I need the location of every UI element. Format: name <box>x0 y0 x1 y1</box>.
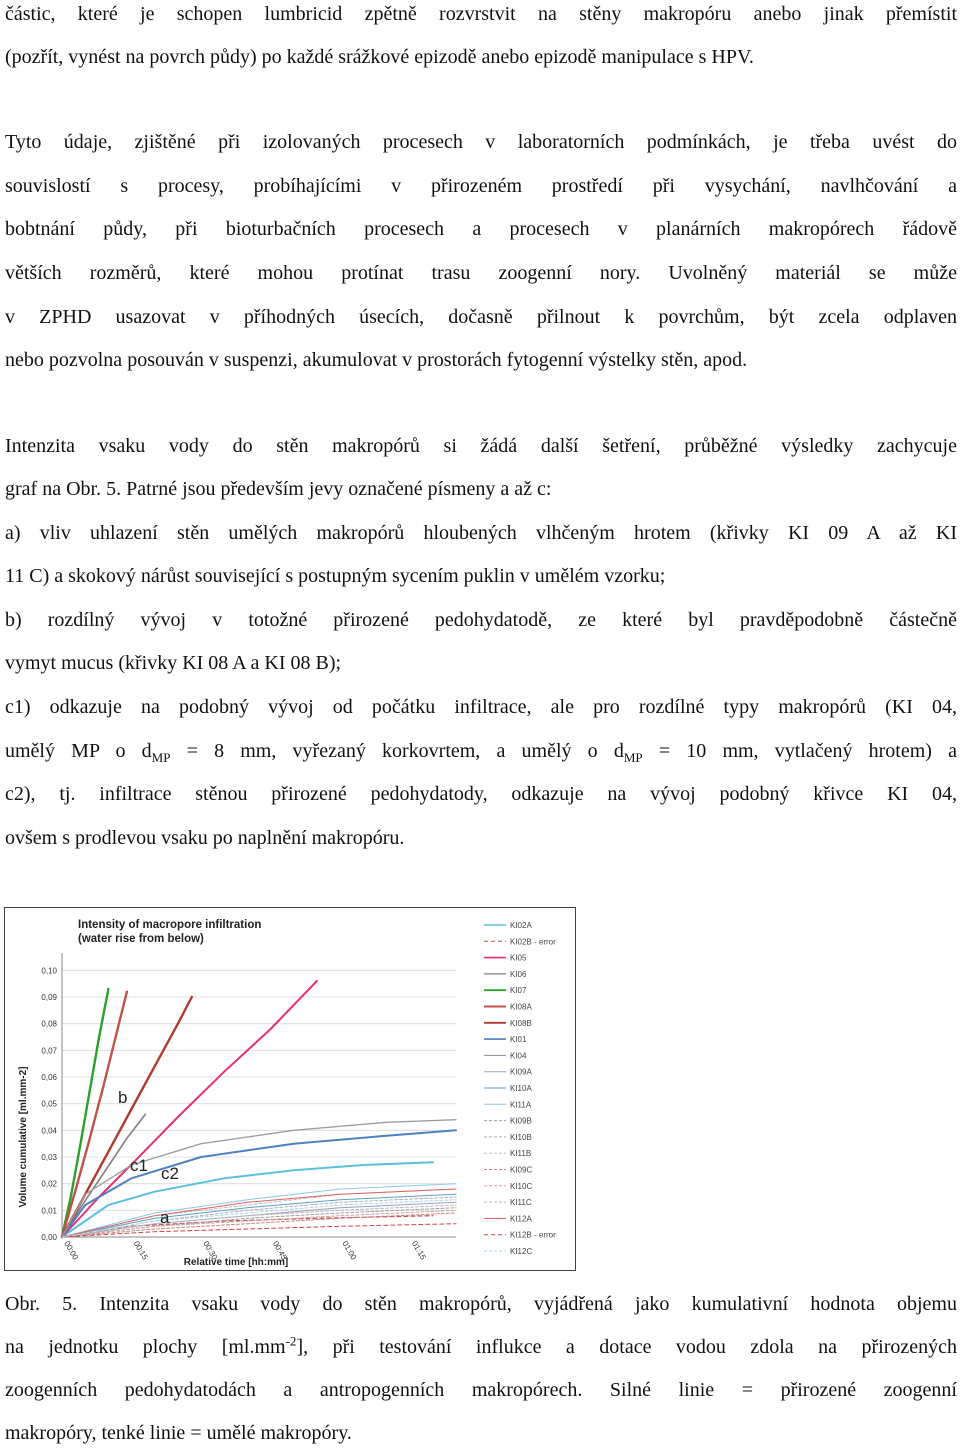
x-tick-label: 00:15 <box>131 1239 150 1262</box>
legend-label: KI08B <box>510 1018 532 1028</box>
text-line: (pozřít, vynést na povrch půdy) po každé srážkové epizodě anebo epizodě manipulace s HPV. <box>5 46 754 68</box>
legend-label: KI02B - error <box>510 937 556 947</box>
text-line: b) rozdílný vývoj v totožné přirozené pedohydatodě, ze které byl pravděpodobně částečně <box>5 609 957 631</box>
subscript: MP <box>623 750 643 765</box>
text-line: c1) odkazuje na podobný vývoj od počátku infiltrace, ale pro rozdílné typy makropórů (KI 04, <box>5 696 957 718</box>
legend-label: KI04 <box>510 1051 527 1061</box>
legend-label: KI12C <box>510 1247 533 1256</box>
text-line: souvislostí s procesy, probíhajícími v přirozeném prostředí při vysychání, navlhčování a <box>5 175 957 197</box>
legend-label: KI02A <box>510 921 532 930</box>
y-tick-label: 0,05 <box>41 1099 57 1109</box>
legend-label: KI12B - error <box>510 1230 556 1240</box>
text-fragment: = 10 mm, vytlačený hrotem) a <box>642 740 957 762</box>
y-tick-label: 0,10 <box>41 966 57 976</box>
chart-title: Intensity of macropore infiltration <box>78 919 262 931</box>
text-line: graf na Obr. 5. Patrné jsou především jevy označené písmeny a až c: <box>5 478 552 500</box>
y-tick-label: 0,03 <box>41 1153 57 1162</box>
subscript: MP <box>151 750 171 765</box>
text-line: Tyto údaje, zjištěné při izolovaných procesech v laboratorních podmínkách, je třeba uvést do <box>5 131 957 153</box>
legend-label: KI11B <box>510 1149 532 1159</box>
text-line: vymyt mucus (křivky KI 08 A a KI 08 B); <box>5 652 342 674</box>
y-tick-label: 0,08 <box>41 1019 57 1029</box>
y-tick-label: 0,00 <box>41 1233 57 1242</box>
text-line: ovšem s prodlevou vsaku po naplnění makropóru. <box>5 827 405 849</box>
text-line: částic, které je schopen lumbricid zpětně rozvrstvit na stěny makropóru anebo jinak přemístit <box>5 3 957 25</box>
y-axis-label: Volume cumulative [ml.mm-2] <box>18 1066 29 1208</box>
y-tick-label: 0,02 <box>41 1179 57 1189</box>
legend-label: KI10C <box>510 1181 533 1191</box>
x-tick-label: 00:30 <box>201 1239 220 1262</box>
text-line <box>5 1333 957 1361</box>
legend-label: KI09B <box>510 1116 532 1126</box>
chart-subtitle: (water rise from below) <box>78 933 204 945</box>
text-line: Intenzita vsaku vody do stěn makropórů si žádá další šetření, průběžné výsledky zachycuje <box>5 435 957 457</box>
annotation-c1: c1 <box>130 1156 148 1175</box>
text-line: zoogenních pedohydatodách a antropogenních makropórech. Silné linie = přirozené zoogenní <box>5 1379 957 1401</box>
x-tick-label: 01:00 <box>340 1239 359 1262</box>
legend-label: KI06 <box>510 969 527 979</box>
text-line: c2), tj. infiltrace stěnou přirozené pedohydatody, odkazuje na vývoj podobný křivce KI 04, <box>5 783 957 805</box>
legend-label: KI05 <box>510 953 527 963</box>
x-tick-label: 00:00 <box>62 1239 81 1262</box>
x-tick-label: 01:15 <box>409 1239 428 1262</box>
text-line: nebo pozvolna posouván v suspenzi, akumulovat v prostorách fytogenní výstelky stěn, apod. <box>5 349 748 371</box>
legend-label: KI11A <box>510 1100 532 1110</box>
text-fragment: umělý MP o d <box>5 740 152 762</box>
y-tick-label: 0,07 <box>41 1046 57 1056</box>
annotation-a: a <box>160 1208 170 1227</box>
legend-label: KI09A <box>510 1067 532 1077</box>
legend-label: KI10B <box>510 1132 532 1142</box>
y-tick-label: 0,06 <box>41 1073 57 1082</box>
y-tick-label: 0,04 <box>41 1126 57 1136</box>
text-fragment: ], při testování influkce a dotace vodou zdola na přirozených <box>296 1336 958 1358</box>
text-line: a) vliv uhlazení stěn umělých makropórů hloubených vlhčeným hrotem (křivky KI 09 A až KI <box>5 522 957 544</box>
annotation-b: b <box>118 1088 128 1107</box>
superscript: -2 <box>285 1333 297 1349</box>
legend-label: KI07 <box>510 986 527 996</box>
text-line: větších rozměrů, které mohou protínat trasu zoogenní nory. Uvolněný materiál se může <box>5 262 957 284</box>
legend-label: KI08A <box>510 1002 532 1012</box>
legend-label: KI12A <box>510 1214 532 1224</box>
text-line: Obr. 5. Intenzita vsaku vody do stěn makropórů, vyjádřená jako kumulativní hodnota objemu <box>5 1293 957 1315</box>
annotation-c2: c2 <box>161 1164 179 1183</box>
text-line <box>5 737 957 765</box>
x-tick-label: 00:45 <box>270 1239 289 1262</box>
text-line: bobtnání půdy, při bioturbačních procesech a procesech v planárních makropórech řádově <box>5 218 957 240</box>
legend-label: KI11C <box>510 1198 532 1208</box>
y-tick-label: 0,09 <box>41 993 57 1002</box>
y-tick-label: 0,01 <box>41 1206 57 1216</box>
text-fragment: = 8 mm, vyřezaný korkovrtem, a umělý o d <box>170 740 624 762</box>
infiltration-chart <box>4 907 576 1271</box>
legend-label: KI10A <box>510 1084 532 1093</box>
legend-label: KI01 <box>510 1035 527 1045</box>
text-fragment: na jednotku plochy [ml.mm <box>5 1336 286 1358</box>
text-line: 11 C) a skokový nárůst související s postupným sycením puklin v umělém vzorku; <box>5 565 666 587</box>
legend-label: KI09C <box>510 1165 533 1175</box>
x-axis-label: Relative time [hh:mm] <box>183 1257 289 1268</box>
text-line: makropóry, tenké linie = umělé makropóry. <box>5 1422 352 1444</box>
text-line: v ZPHD usazovat v příhodných úsecích, dočasně přilnout k povrchům, být zcela odplaven <box>5 306 957 328</box>
